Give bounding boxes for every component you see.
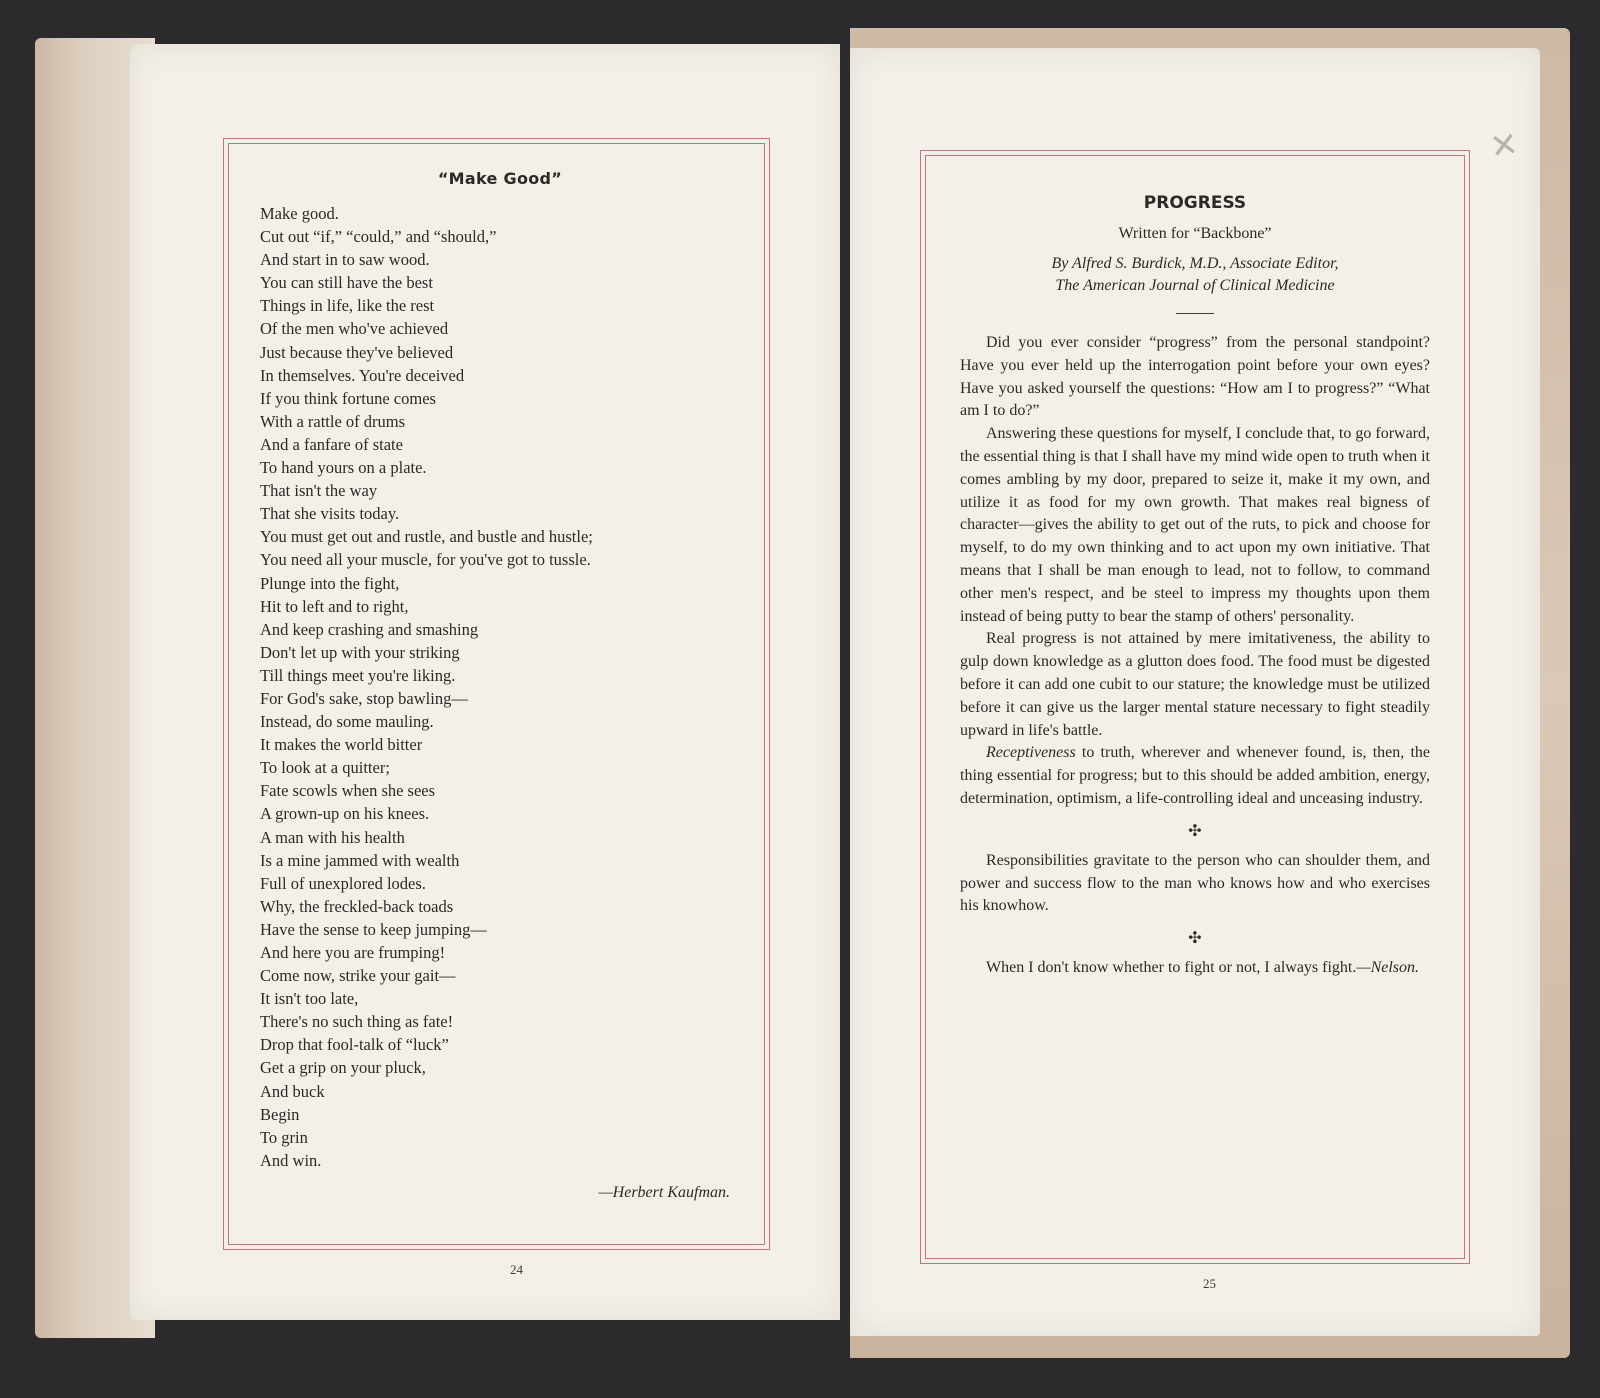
poem-line: If you think fortune comes <box>260 388 436 408</box>
paragraph-6 <box>960 957 1430 980</box>
poem-line: And here you are frumping! <box>260 943 446 962</box>
poem-line: And start in to saw wood. <box>260 250 430 270</box>
poem-signature: —Herbert Kaufman. <box>598 1183 730 1201</box>
poem-line: Drop that fool-talk of “luck” <box>260 1035 449 1055</box>
poem-title: “Make Good” <box>437 169 563 188</box>
poem-line: With a rattle of drums <box>260 411 406 431</box>
paragraph-2: Answering these questions for myself, I conclude that, to go forward, the essential thing is that I shall have my mind wide open to truth when it comes ambling by my door, prepared to seize it, make it my own, and utilize it as food for my own growth. That makes real bigness of character—gives the ability to get out of the ruts, to pick and choose for myself, to do my own thinking and to act upon my own initiative. That means that I shall be man enough to lead, not to follow, to command other men's respect, and be steel to impress my thoughts upon them instead of being putty to bear the stamp of others' personality. <box>960 425 1430 625</box>
title-rule <box>1176 313 1214 314</box>
paragraph-4 <box>960 742 1430 810</box>
poem-line: It isn't too late, <box>260 989 359 1009</box>
poem-line: There's no such thing as fate! <box>260 1012 454 1032</box>
poem-line: Don't let up with your striking <box>260 642 460 662</box>
paragraph-6-text: When I don't know whether to fight or not, I always fight. <box>986 959 1357 977</box>
page-number-left: 24 <box>510 1262 523 1277</box>
poem-line: A grown-up on his knees. <box>260 804 430 824</box>
pencil-x-mark: ✕ <box>1487 124 1522 168</box>
poem-line: You need all your muscle, for you've got to tussle. <box>260 550 591 570</box>
poem-line: Make good. <box>260 204 339 223</box>
poem-line: A man with his health <box>260 827 405 847</box>
poem <box>260 169 740 1202</box>
paragraph-4-italic: Receptiveness <box>986 744 1076 762</box>
paragraph-3: Real progress is not attained by mere imitativeness, the ability to gulp down knowledge as a glutton does food. The food must be digested before it can add one cubit to our stature; the knowledge must be utilized before it can give us the larger mental stature necessary to fight steadily upward in life's battle. <box>960 630 1430 739</box>
poem-line: And win. <box>260 1150 322 1170</box>
poem-line: Begin <box>260 1104 300 1124</box>
poem-line: And a fanfare of state <box>260 434 403 454</box>
poem-line: And buck <box>260 1081 325 1101</box>
paragraph-6-attribution: —Nelson. <box>1356 959 1420 977</box>
poem-line: Fate scowls when she sees <box>260 781 436 801</box>
poem-line: Till things meet you're liking. <box>260 665 456 685</box>
poem-line: Is a mine jammed with wealth <box>260 850 460 870</box>
article <box>960 193 1430 980</box>
poem-line: Things in life, like the rest <box>260 296 435 316</box>
poem-line: Plunge into the fight, <box>260 573 400 593</box>
poem-line: Full of unexplored lodes. <box>260 873 426 893</box>
paragraph-5: Responsibilities gravitate to the person who can shoulder them, and power and success flow to the man who knows how and who exercises his knowhow. <box>960 851 1430 915</box>
poem-line: To look at a quitter; <box>260 758 390 778</box>
poem-line: Of the men who've achieved <box>260 319 449 339</box>
paragraph-1: Did you ever consider “progress” from the personal standpoint? Have you ever held up the interrogation point before your own eyes? Have you asked yourself the questions: “How am I to progress?” “What am I to do?” <box>960 334 1430 420</box>
poem-line: Why, the freckled-back toads <box>260 896 454 916</box>
poem-line: To grin <box>260 1127 308 1147</box>
poem-line: In themselves. You're deceived <box>260 365 465 385</box>
poem-line: Cut out “if,” “could,” and “should,” <box>260 227 497 247</box>
poem-line: To hand yours on a plate. <box>260 458 427 478</box>
article-subtitle: Written for “Backbone” <box>1118 225 1272 242</box>
ornament-1: ✣ <box>1188 820 1202 840</box>
open-book <box>35 28 1570 1358</box>
poem-line: That she visits today. <box>260 504 400 524</box>
poem-line: For God's sake, stop bawling— <box>260 688 468 708</box>
poem-line: Hit to left and to right, <box>260 596 409 616</box>
poem-line: It makes the world bitter <box>260 735 423 755</box>
poem-line: You must get out and rustle, and bustle and hustle; <box>260 527 593 547</box>
poem-line: Just because they've believed <box>260 342 454 362</box>
paragraph-4-rest: to truth, wherever and whenever found, is, then, the thing essential for progress; but to this should be added ambition, energy, determination, optimism, a life-controlling ideal and unceasing industry. <box>960 744 1430 807</box>
poem-line: And keep crashing and smashing <box>260 619 479 639</box>
poem-line: That isn't the way <box>260 481 378 501</box>
poem-line: You can still have the best <box>260 273 433 293</box>
page-number-right: 25 <box>1203 1276 1216 1291</box>
right-page <box>850 48 1540 1336</box>
poem-line: Come now, strike your gait— <box>260 966 456 986</box>
poem-line: Have the sense to keep jumping— <box>260 919 487 939</box>
article-title: PROGRESS <box>1143 193 1247 213</box>
article-byline-2: The American Journal of Clinical Medicine <box>1055 277 1335 294</box>
poem-line: Instead, do some mauling. <box>260 712 434 732</box>
poem-line: Get a grip on your pluck, <box>260 1058 426 1078</box>
ornament-2: ✣ <box>1188 928 1202 948</box>
poem-lines <box>260 202 740 1172</box>
article-byline-1: By Alfred S. Burdick, M.D., Associate Editor, <box>1051 255 1339 272</box>
left-page <box>130 44 840 1320</box>
